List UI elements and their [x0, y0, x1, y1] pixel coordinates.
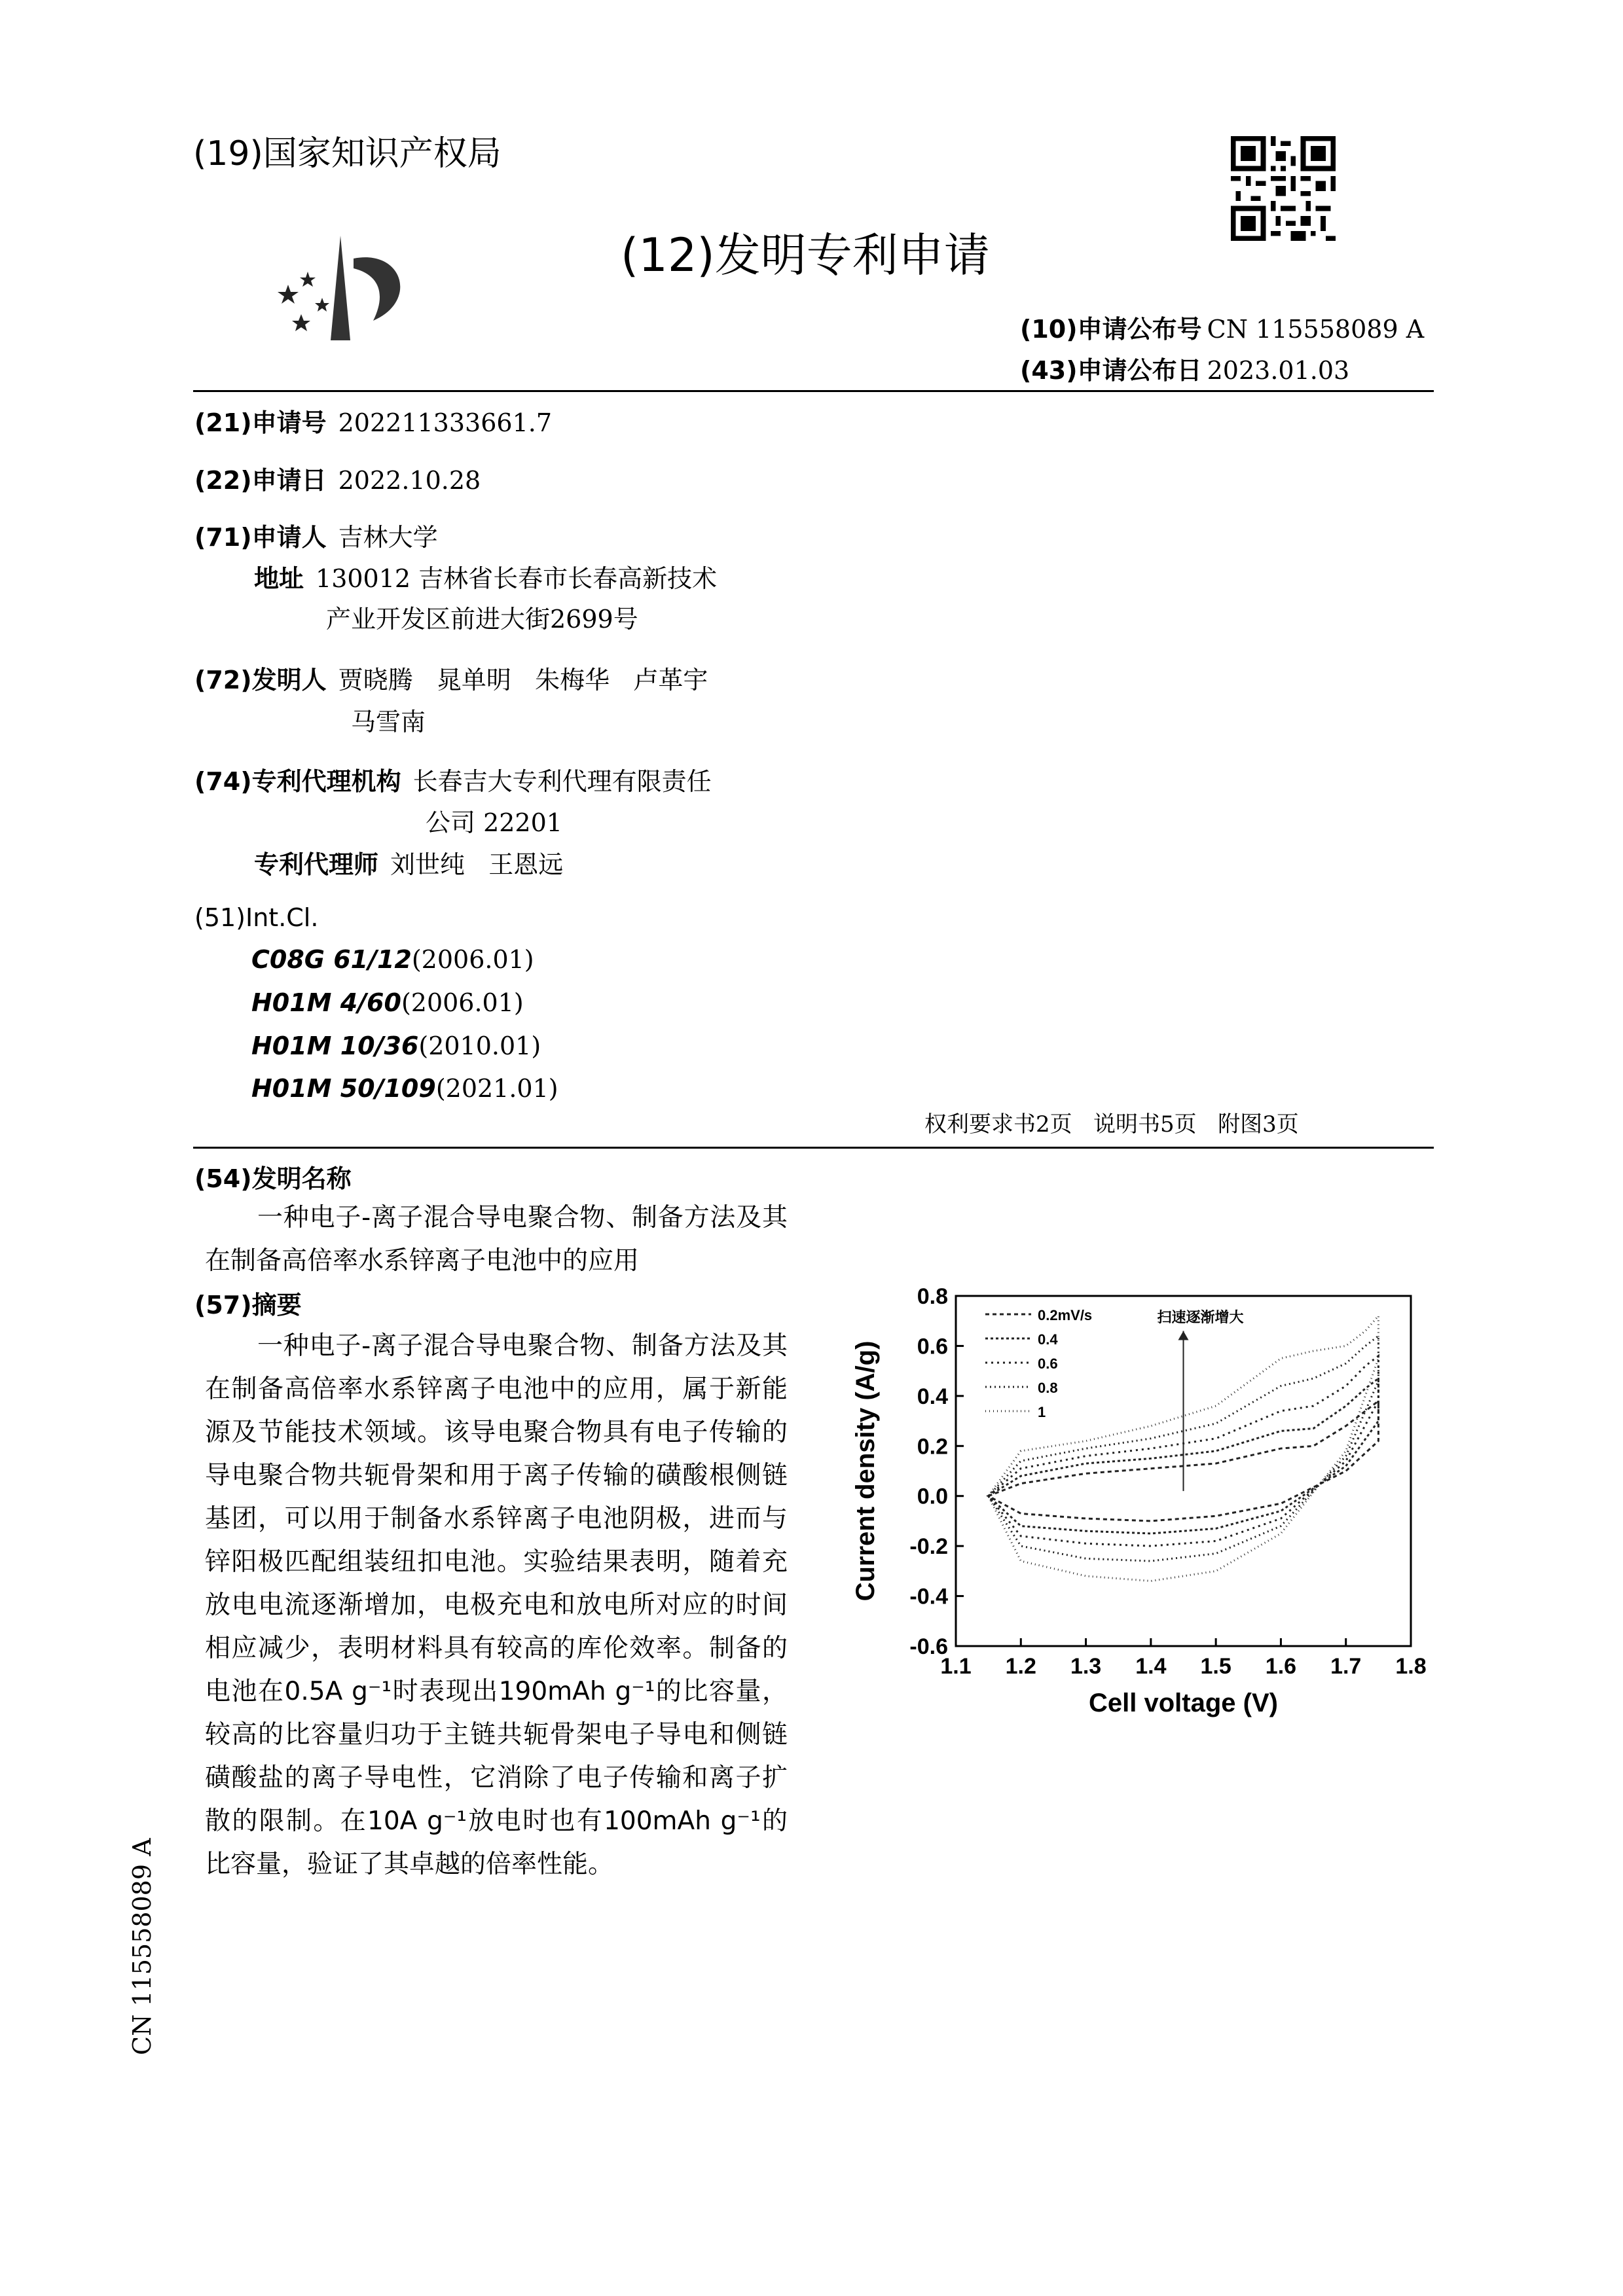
annotation-text: 扫速逐渐增大: [1157, 1310, 1244, 1326]
applicant: 吉林大学: [338, 523, 438, 552]
y-tick-label: 0.0: [917, 1484, 948, 1509]
app-date: 2022.10.28: [338, 466, 481, 495]
header-rule: [193, 390, 1434, 392]
intcl-version: (2006.01): [411, 945, 534, 974]
intcl-version: (2006.01): [401, 988, 524, 1017]
side-pub-number: CN 115558089 A: [128, 1838, 156, 2055]
pub-date: 2023.01.03: [1207, 356, 1350, 385]
y-tick-label: 0.8: [917, 1284, 948, 1309]
y-tick-label: -0.2: [909, 1534, 948, 1560]
inventors-label: (72)发明人: [194, 666, 327, 694]
intcl-code: H01M 50/109: [251, 1074, 436, 1103]
annotation-arrowhead: [1178, 1331, 1189, 1340]
agency-line1: 长春吉大专利代理有限责任: [412, 767, 712, 796]
cv-chart: [845, 1283, 1447, 1728]
qr-code-icon: [1231, 136, 1336, 241]
address-line2: 产业开发区前进大街2699号: [326, 605, 638, 634]
legend-label: 0.4: [1038, 1331, 1058, 1348]
agent: 刘世纯 王恩远: [390, 850, 564, 879]
title-label: (54)发明名称: [194, 1164, 352, 1193]
app-date-label: (22)申请日: [194, 466, 327, 495]
y-tick-label: 0.2: [917, 1434, 948, 1460]
y-tick-label: -0.4: [909, 1584, 948, 1609]
intcl-version: (2021.01): [435, 1074, 558, 1103]
inventors-line1: 贾晓腾 晁单明 朱梅华 卢革宇: [338, 666, 708, 694]
x-tick-label: 1.5: [1200, 1654, 1231, 1679]
x-tick-label: 1.2: [1005, 1654, 1036, 1679]
abstract-label: (57)摘要: [194, 1291, 302, 1319]
pub-date-label: (43)申请公布日: [1020, 356, 1202, 385]
agent-label: 专利代理师: [254, 850, 379, 879]
invention-title: 一种电子-离子混合导电聚合物、制备方法及其在制备高倍率水系锌离子电池中的应用: [205, 1203, 788, 1276]
cnipa-logo-icon: [268, 223, 426, 347]
intcl-version: (2010.01): [418, 1031, 541, 1060]
pub-number-label: (10)申请公布号: [1020, 315, 1202, 344]
legend-label: 0.2mV/s: [1038, 1307, 1093, 1323]
inventors-line2: 马雪南: [351, 708, 426, 736]
x-tick-label: 1.1: [940, 1654, 972, 1679]
abstract-text: 一种电子-离子混合导电聚合物、制备方法及其在制备高倍率水系锌离子电池中的应用，属于新能源及节能技术领域。该导电聚合物具有电子传输的导电聚合物共轭骨架和用于离子传输的磺酸根侧链基团，可以用于制备水系锌离子电池阴极，进而与锌阳极匹配组装纽扣电池。实验结果表明，随着充放电电流逐渐增加，电极充电和放电所对应的时间相应减少，表明材料具有较高的库伦效率。制备的电池在0.5A g⁻¹时表现出190mAh g⁻¹的比容量，较高的比容量归功于主链共轭骨架电子导电和侧链磺酸盐的离子导电性，它消除了电子传输和离子扩散的限制。在10A g⁻¹放电时也有100mAh g⁻¹的比容量，验证了其卓越的倍率性能。: [205, 1331, 788, 1879]
address-line1: 130012 吉林省长春市长春高新技术: [316, 564, 718, 593]
y-tick-label: -0.6: [909, 1634, 948, 1659]
applicant-label: (71)申请人: [194, 523, 327, 552]
intcl-label: (51)Int.Cl.: [194, 903, 319, 932]
x-axis-label: Cell voltage (V): [1089, 1689, 1278, 1717]
legend-label: 0.8: [1038, 1380, 1058, 1396]
y-axis-label: Current density (A/g): [851, 1340, 880, 1602]
legend-label: 0.6: [1038, 1355, 1058, 1372]
y-tick-label: 0.6: [917, 1334, 948, 1359]
x-tick-label: 1.8: [1395, 1654, 1427, 1679]
legend-label: 1: [1038, 1404, 1046, 1420]
intcl-code: H01M 4/60: [251, 988, 401, 1017]
intcl-code: H01M 10/36: [251, 1031, 419, 1060]
x-tick-label: 1.4: [1135, 1654, 1167, 1679]
app-no: 202211333661.7: [338, 408, 553, 437]
agency-label: (74)专利代理机构: [194, 767, 401, 796]
intcl-code: C08G 61/12: [251, 945, 412, 974]
x-tick-label: 1.6: [1265, 1654, 1297, 1679]
x-tick-label: 1.3: [1070, 1654, 1102, 1679]
pages-info: 权利要求书2页 说明书5页 附图3页: [924, 1111, 1299, 1138]
pub-number: CN 115558089 A: [1207, 315, 1425, 344]
x-tick-label: 1.7: [1330, 1654, 1362, 1679]
app-no-label: (21)申请号: [194, 408, 327, 437]
y-tick-label: 0.4: [917, 1384, 948, 1409]
agency-line2: 公司 22201: [426, 808, 562, 837]
section-rule: [193, 1147, 1434, 1149]
address-label: 地址: [254, 564, 304, 593]
document-type: (12)发明专利申请: [621, 228, 990, 282]
office-name: (19)国家知识产权局: [193, 134, 501, 173]
